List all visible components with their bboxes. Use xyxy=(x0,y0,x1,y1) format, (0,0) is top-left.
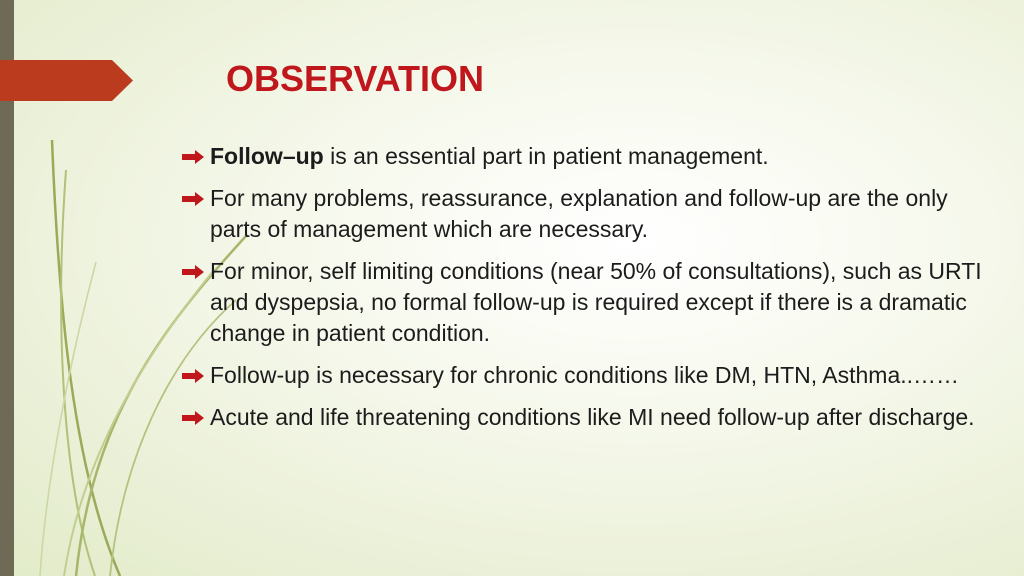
bullet-list xyxy=(182,141,992,444)
bullet-text: Acute and life threatening conditions like MI need follow-up after discharge. xyxy=(210,404,975,430)
title-arrow-tab xyxy=(0,60,133,101)
right-arrow-bullet-icon xyxy=(182,265,204,279)
bullet-text: is an essential part in patient management. xyxy=(323,143,769,169)
bullet-bold-text: Follow–up xyxy=(210,143,324,169)
bullet-item-follow-up xyxy=(182,141,992,172)
bullet-text: For many problems, reassurance, explanation and follow-up are the only parts of management which are necessary. xyxy=(210,185,948,242)
bullet-text: Follow-up is necessary for chronic conditions like DM, HTN, Asthma..…… xyxy=(210,362,960,388)
bullet-item-chronic-conditions xyxy=(182,360,992,391)
right-arrow-bullet-icon xyxy=(182,369,204,383)
bullet-item-acute-conditions xyxy=(182,402,992,433)
bullet-text: For minor, self limiting conditions (near 50% of consultations), such as URTI and dyspepsia, no formal follow-up is required except if there is a dramatic change in patient condition. xyxy=(210,258,982,346)
bullet-item-minor-conditions xyxy=(182,256,992,349)
right-arrow-bullet-icon xyxy=(182,192,204,206)
bullet-item-reassurance xyxy=(182,183,992,245)
right-arrow-bullet-icon xyxy=(182,411,204,425)
slide-title: OBSERVATION xyxy=(226,58,485,99)
right-arrow-bullet-icon xyxy=(182,150,204,164)
